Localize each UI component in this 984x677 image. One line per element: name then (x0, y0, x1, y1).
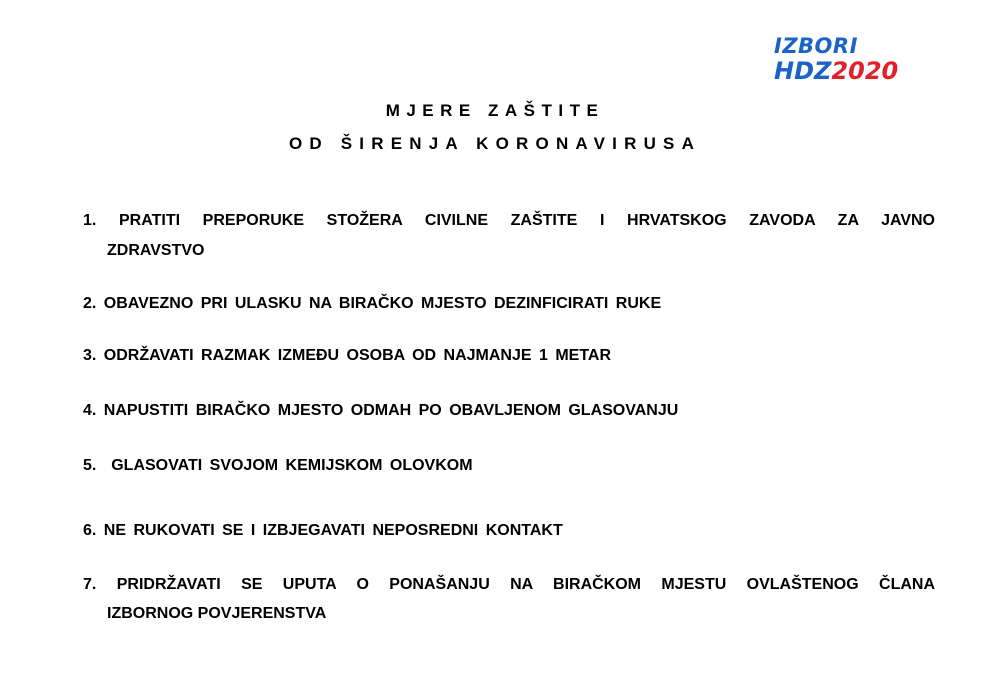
item-text: PRATITI PREPORUKE STOŽERA CIVILNE ZAŠTITE I HRVATSKOG ZAVODA ZA JAVNO (119, 212, 936, 229)
item-number: 3. (83, 347, 97, 364)
item-text: ODRŽAVATI RAZMAK IZMEĐU OSOBA OD NAJMANJE 1 METAR (103, 347, 612, 364)
list-item (83, 451, 935, 481)
item-number: 6. (83, 522, 97, 539)
item-text-continuation: ZDRAVSTVO (107, 242, 205, 259)
list-item (83, 396, 935, 426)
list-item (83, 570, 935, 600)
item-text: NAPUSTITI BIRAČKO MJESTO ODMAH PO OBAVLJENOM GLASOVANJU (103, 402, 679, 419)
hdz-izbori-logo (774, 36, 898, 83)
item-number: 7. (83, 576, 97, 593)
logo-party-text: HDZ (774, 57, 832, 85)
item-text: OBAVEZNO PRI ULASKU NA BIRAČKO MJESTO DEZINFICIRATI RUKE (103, 295, 662, 312)
item-number: 4. (83, 402, 97, 419)
item-text: GLASOVATI SVOJOM KEMIJSKOM OLOVKOM (111, 457, 473, 474)
item-number: 1. (83, 212, 97, 229)
list-item (83, 341, 935, 371)
logo-year-text: 2020 (831, 57, 899, 85)
list-item (83, 206, 935, 236)
item-text-continuation: IZBORNOG POVJERENSTVA (107, 605, 327, 622)
logo-izbori-text: IZBORI (774, 34, 858, 58)
item-number: 2. (83, 295, 97, 312)
item-text: PRIDRŽAVATI SE UPUTA O PONAŠANJU NA BIRAČKOM MJESTU OVLAŠTENOG ČLANA (116, 576, 935, 593)
item-number: 5. (83, 457, 97, 474)
list-item (83, 289, 935, 319)
document-title-line2: OD ŠIRENJA KORONAVIRUSA (288, 134, 702, 153)
item-text: NE RUKOVATI SE I IZBJEGAVATI NEPOSREDNI KONTAKT (103, 522, 563, 539)
list-item (83, 516, 935, 546)
document-title-line1: MJERE ZAŠTITE (385, 101, 605, 120)
